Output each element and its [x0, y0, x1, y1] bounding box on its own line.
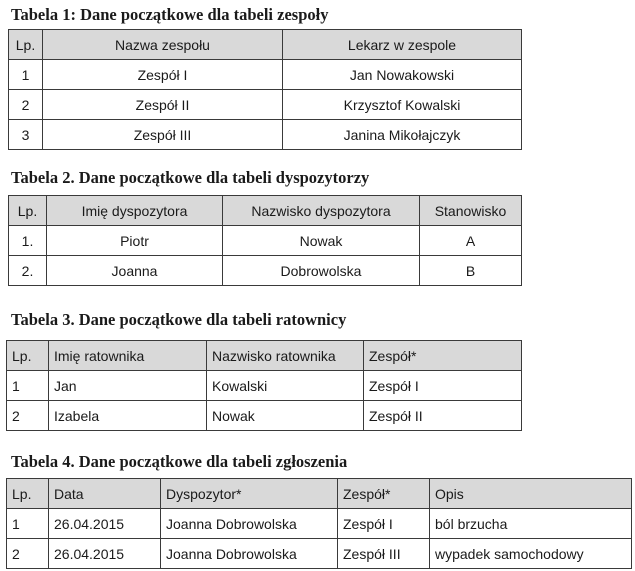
table-cell: 26.04.2015: [49, 509, 161, 539]
table-header-row: [7, 479, 632, 509]
table3-ratownicy: [6, 340, 522, 431]
table1-zespoly: [8, 29, 522, 150]
table4-caption: Tabela 4. Dane początkowe dla tabeli zgłoszenia: [11, 452, 348, 471]
table-cell: 2: [9, 90, 43, 120]
table-cell: 2: [7, 539, 49, 569]
table-cell: Zespół I: [338, 509, 430, 539]
table-cell: 2: [7, 401, 49, 431]
table-cell: 3: [9, 120, 43, 150]
table-row: [9, 256, 522, 286]
table-cell: Zespół III: [338, 539, 430, 569]
table-cell: 26.04.2015: [49, 539, 161, 569]
table-row: [9, 90, 522, 120]
table-header-row: [7, 341, 522, 371]
header-cell: Opis: [430, 479, 632, 509]
table-cell: Zespół II: [43, 90, 283, 120]
header-cell: Nazwisko dyspozytora: [223, 196, 420, 226]
table-cell: Zespół I: [364, 371, 522, 401]
table-header-row: [9, 30, 522, 60]
table-row: [7, 509, 632, 539]
header-cell: Lp.: [7, 479, 49, 509]
table-cell: Zespół III: [43, 120, 283, 150]
table-cell: 1: [7, 509, 49, 539]
header-cell: Zespół*: [338, 479, 430, 509]
table-cell: Joanna: [47, 256, 223, 286]
table-cell: Krzysztof Kowalski: [283, 90, 522, 120]
table-cell: Jan Nowakowski: [283, 60, 522, 90]
header-cell: Data: [49, 479, 161, 509]
table-cell: 2.: [9, 256, 47, 286]
header-cell: Imię ratownika: [49, 341, 207, 371]
header-cell: Stanowisko: [420, 196, 522, 226]
table-row: [9, 60, 522, 90]
table-cell: Janina Mikołajczyk: [283, 120, 522, 150]
header-cell: Nazwisko ratownika: [207, 341, 364, 371]
table-cell: B: [420, 256, 522, 286]
table-cell: Nowak: [207, 401, 364, 431]
table-cell: Jan: [49, 371, 207, 401]
table-row: [7, 371, 522, 401]
table2-dyspozytorzy: [8, 195, 522, 286]
table-row: [7, 401, 522, 431]
table-cell: Joanna Dobrowolska: [161, 539, 338, 569]
table-cell: wypadek samochodowy: [430, 539, 632, 569]
table-row: [9, 120, 522, 150]
table-cell: Joanna Dobrowolska: [161, 509, 338, 539]
header-cell: Zespół*: [364, 341, 522, 371]
table2-caption: Tabela 2. Dane początkowe dla tabeli dyspozytorzy: [11, 168, 370, 187]
table-cell: Zespół II: [364, 401, 522, 431]
table-cell: 1: [7, 371, 49, 401]
table-cell: 1: [9, 60, 43, 90]
table-cell: Zespół I: [43, 60, 283, 90]
header-cell: Imię dyspozytora: [47, 196, 223, 226]
header-cell: Lp.: [9, 30, 43, 60]
table4-zgloszenia: [6, 478, 632, 569]
table-header-row: [9, 196, 522, 226]
header-cell: Lekarz w zespole: [283, 30, 522, 60]
table3-caption: Tabela 3. Dane początkowe dla tabeli ratownicy: [11, 310, 347, 329]
table-cell: 1.: [9, 226, 47, 256]
header-cell: Dyspozytor*: [161, 479, 338, 509]
table-cell: A: [420, 226, 522, 256]
table-row: [7, 539, 632, 569]
header-cell: Lp.: [9, 196, 47, 226]
table-row: [9, 226, 522, 256]
header-cell: Nazwa zespołu: [43, 30, 283, 60]
table-cell: Nowak: [223, 226, 420, 256]
table-cell: Izabela: [49, 401, 207, 431]
table-cell: Dobrowolska: [223, 256, 420, 286]
table-cell: ból brzucha: [430, 509, 632, 539]
header-cell: Lp.: [7, 341, 49, 371]
table-cell: Piotr: [47, 226, 223, 256]
table-cell: Kowalski: [207, 371, 364, 401]
table1-caption: Tabela 1: Dane początkowe dla tabeli zespoły: [11, 5, 329, 24]
